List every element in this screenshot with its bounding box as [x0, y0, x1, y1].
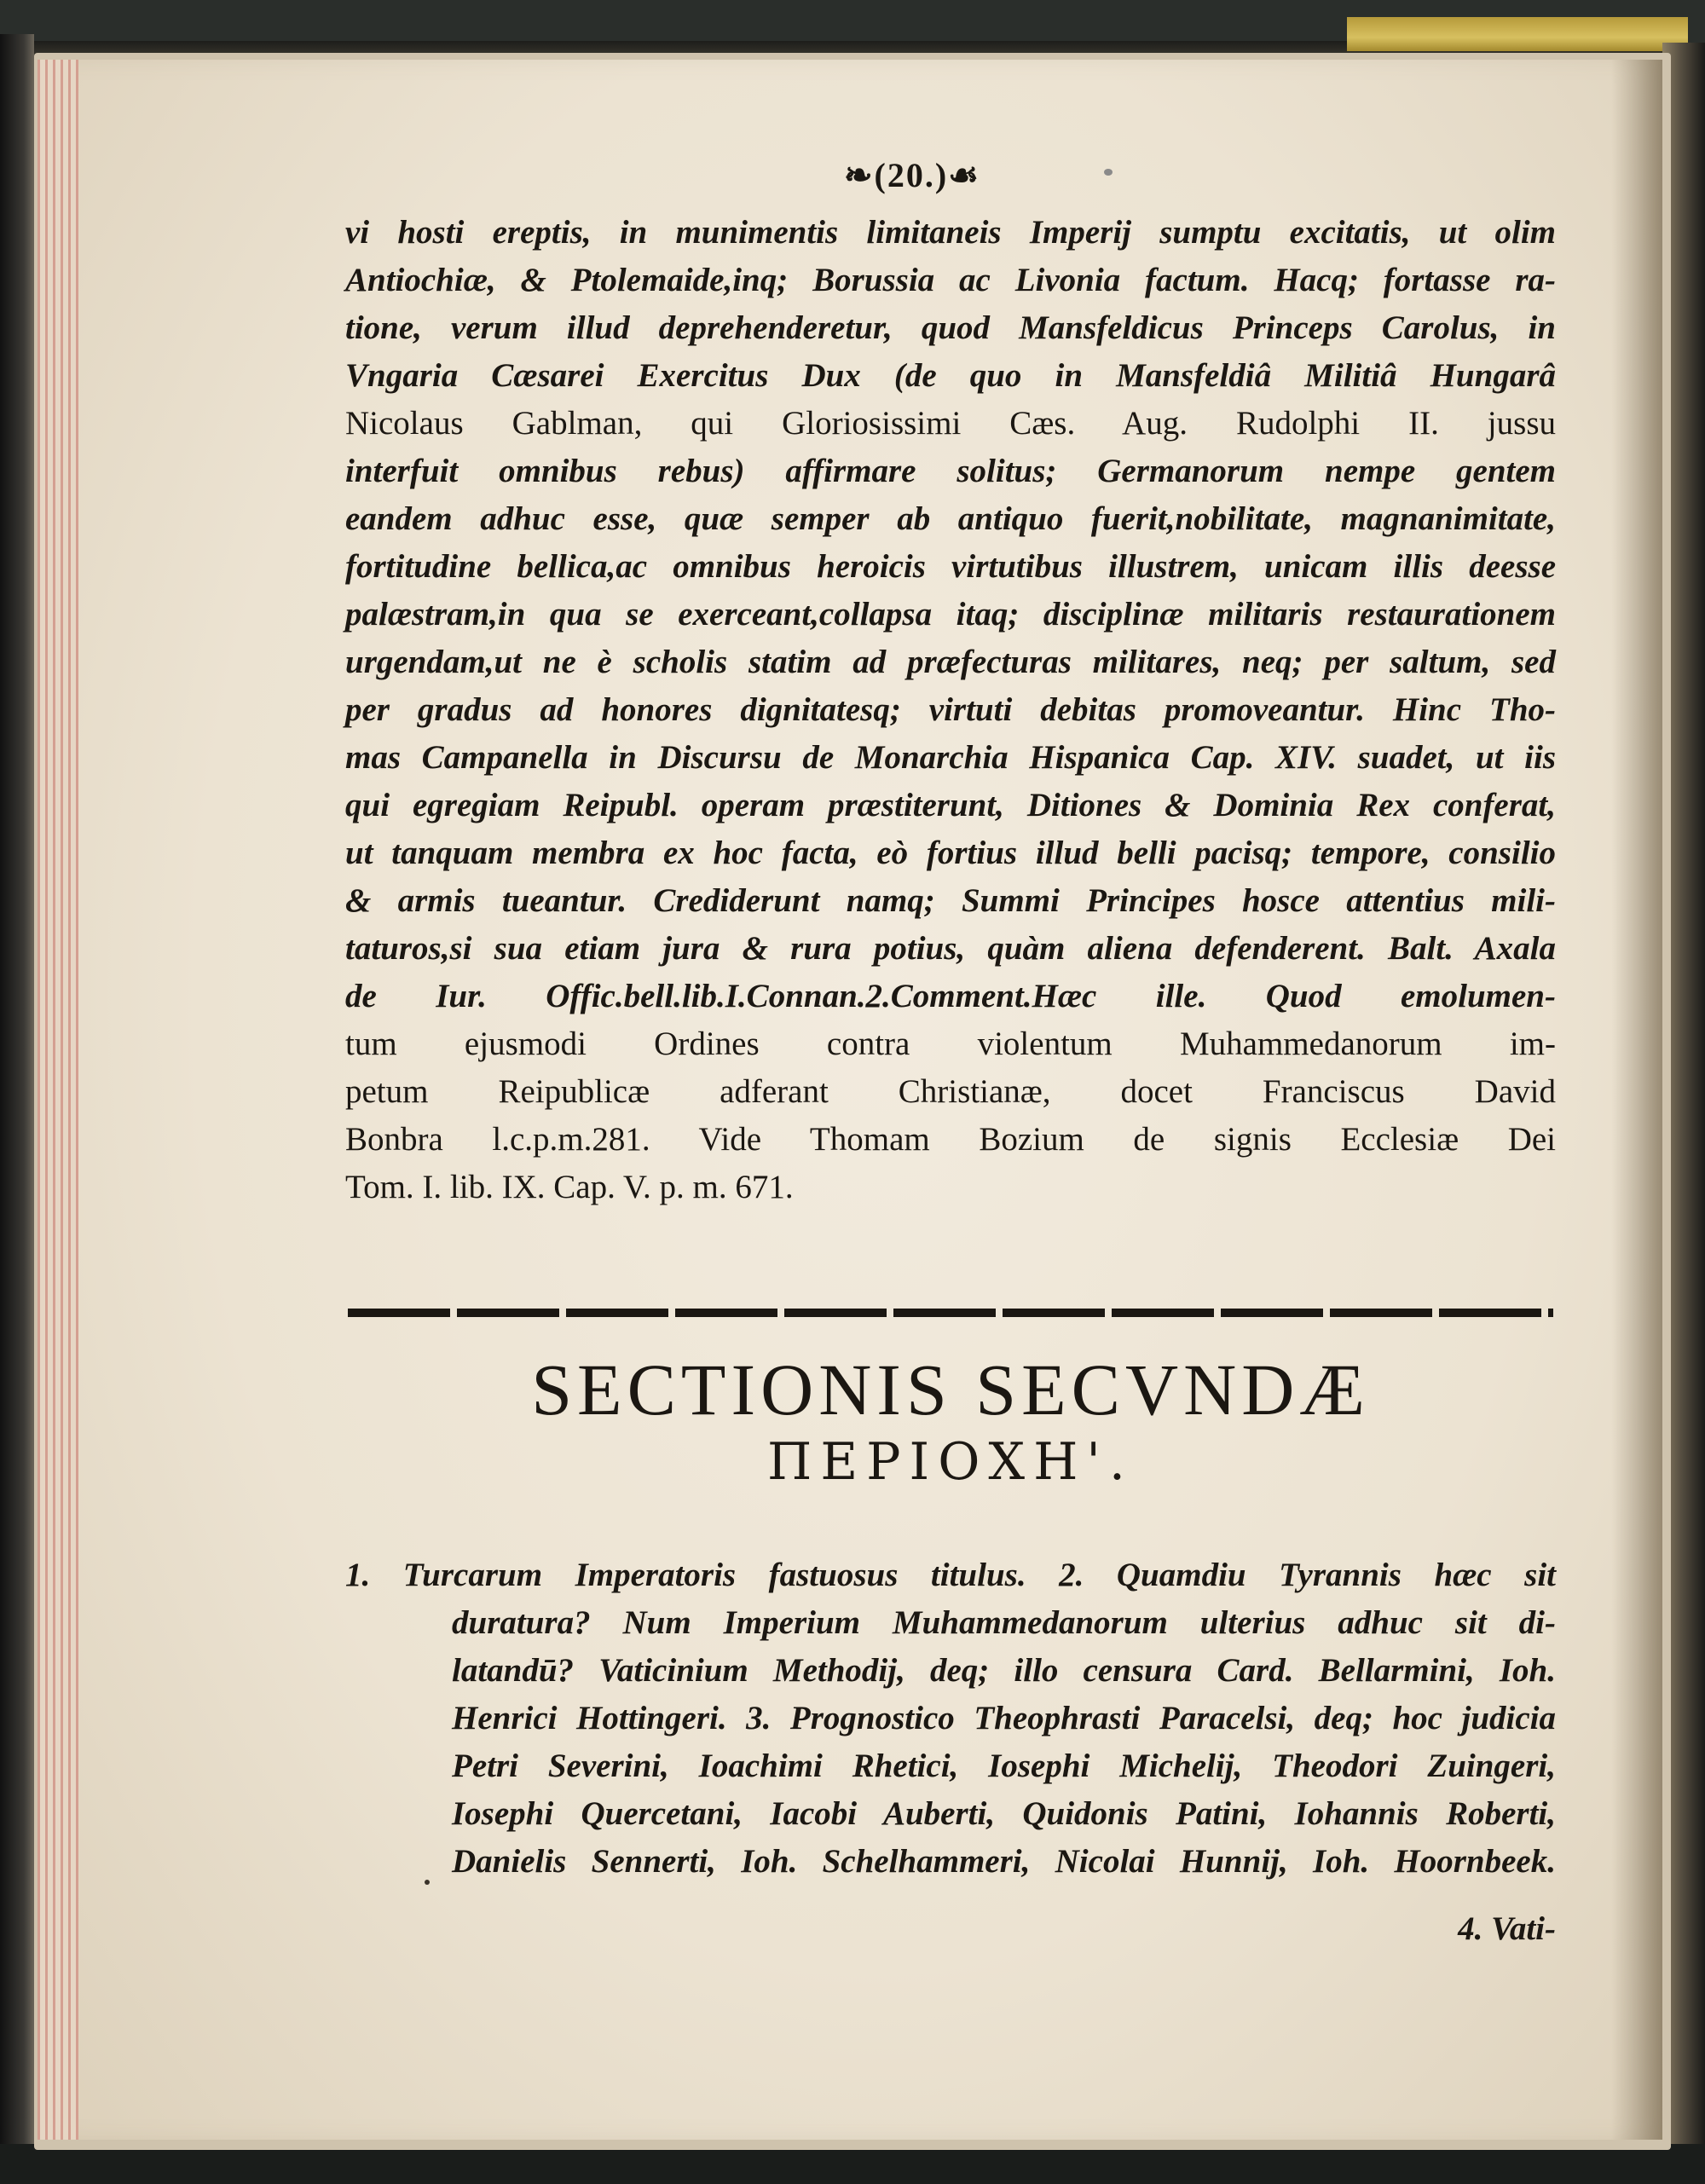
body-line: de Iur. Offic.bell.lib.I.Connan.2.Comment.Hæc ille. Quod emolumen- — [345, 978, 1556, 1014]
summary-line: Danielis Sennerti, Ioh. Schelhammeri, Nicolai Hunnij, Ioh. Hoornbeek. — [452, 1843, 1556, 1880]
body-line: & armis tueantur. Crediderunt namq; Summi Principes hosce attentius mili- — [345, 882, 1556, 919]
body-line: Bonbra l.c.p.m.281. Vide Thomam Bozium de signis Ecclesiæ Dei — [345, 1121, 1556, 1158]
ornament-left-icon: ❧ — [843, 156, 875, 194]
body-line: Antiochiæ, & Ptolemaide,inq; Borussia ac Livonia factum. Hacq; fortasse ra- — [345, 262, 1556, 298]
body-line: urgendam,ut ne è scholis statim ad præfecturas militares, neq; per saltum, sed — [345, 644, 1556, 680]
summary-line: latandū? Vaticinium Methodij, deq; illo censura Card. Bellarmini, Ioh. — [452, 1652, 1556, 1689]
body-line: vi hosti ereptis, in munimentis limitaneis Imperij sumptu excitatis, ut olim — [345, 214, 1556, 251]
body-line: ut tanquam membra ex hoc facta, eò fortius illud belli pacisq; tempore, consilio — [345, 835, 1556, 871]
body-line: eandem adhuc esse, quæ semper ab antiquo fuerit,nobilitate, magnanimitate, — [345, 500, 1556, 537]
section-divider-rule — [348, 1309, 1553, 1317]
body-line: mas Campanella in Discursu de Monarchia Hispanica Cap. XIV. suadet, ut iis — [345, 739, 1556, 776]
page-number-text: (20.) — [874, 156, 949, 194]
body-line: taturos,si sua etiam jura & rura potius, quàm aliena defenderent. Balt. Axala — [345, 930, 1556, 967]
body-line: fortitudine bellica,ac omnibus heroicis virtutibus illustrem, unicam illis deesse — [345, 548, 1556, 585]
ink-speck — [1104, 169, 1113, 176]
section-summary — [345, 1551, 1556, 1886]
section-subtitle: ΠΕΡΙΟΧΗ'. — [767, 1432, 1134, 1492]
book-cover-edge — [1347, 17, 1688, 51]
book-cover-bottom — [0, 2144, 1705, 2184]
body-line: Tom. I. lib. IX. Cap. V. p. m. 671. — [345, 1169, 794, 1205]
body-line: tum ejusmodi Ordines contra violentum Muhammedanorum im- — [345, 1026, 1556, 1062]
body-line: per gradus ad honores dignitatesq; virtuti debitas promoveantur. Hinc Tho- — [345, 691, 1556, 728]
body-line: interfuit omnibus rebus) affirmare solitus; Germanorum nempe gentem — [345, 453, 1556, 489]
summary-line: Henrici Hottingeri. 3. Prognostico Theophrasti Paracelsi, deq; hoc judicia — [452, 1700, 1556, 1736]
catchword: 4. Vati- — [1458, 1910, 1556, 1947]
body-text — [345, 209, 1556, 1211]
body-line: tione, verum illud deprehenderetur, quod Mansfeldicus Princeps Carolus, in — [345, 309, 1556, 346]
summary-line: Iosephi Quercetani, Iacobi Auberti, Quidonis Patini, Iohannis Roberti, — [452, 1795, 1556, 1832]
body-line: Nicolaus Gablman, qui Gloriosissimi Cæs. Aug. Rudolphi II. jussu — [345, 405, 1556, 442]
book-cover-left — [0, 34, 34, 2148]
section-title: SECTIONIS SECVNDÆ — [531, 1349, 1370, 1430]
summary-line: Petri Severini, Ioachimi Rhetici, Iosephi Michelij, Theodori Zuingeri, — [452, 1748, 1556, 1784]
ornament-right-icon: ☙ — [948, 156, 980, 194]
gutter-shadow — [1611, 60, 1662, 2140]
summary-line: 1. Turcarum Imperatoris fastuosus titulus. 2. Quamdiu Tyrannis hæc sit — [345, 1557, 1556, 1593]
body-line: palæstram,in qua se exerceant,collapsa itaq; disciplinæ militaris restaurationem — [345, 596, 1556, 633]
body-line: qui egregiam Reipubl. operam præstiterunt, Ditiones & Dominia Rex conferat, — [345, 787, 1556, 823]
body-line: Vngaria Cæsarei Exercitus Dux (de quo in Mansfeldiâ Militiâ Hungarâ — [345, 357, 1556, 394]
body-line: petum Reipublicæ adferant Christianæ, docet Franciscus David — [345, 1073, 1556, 1110]
red-page-edges — [38, 60, 78, 2140]
page-number — [840, 155, 985, 195]
summary-line: duratura? Num Imperium Muhammedanorum ulterius adhuc sit di- — [452, 1604, 1556, 1641]
ink-speck — [425, 1880, 430, 1885]
